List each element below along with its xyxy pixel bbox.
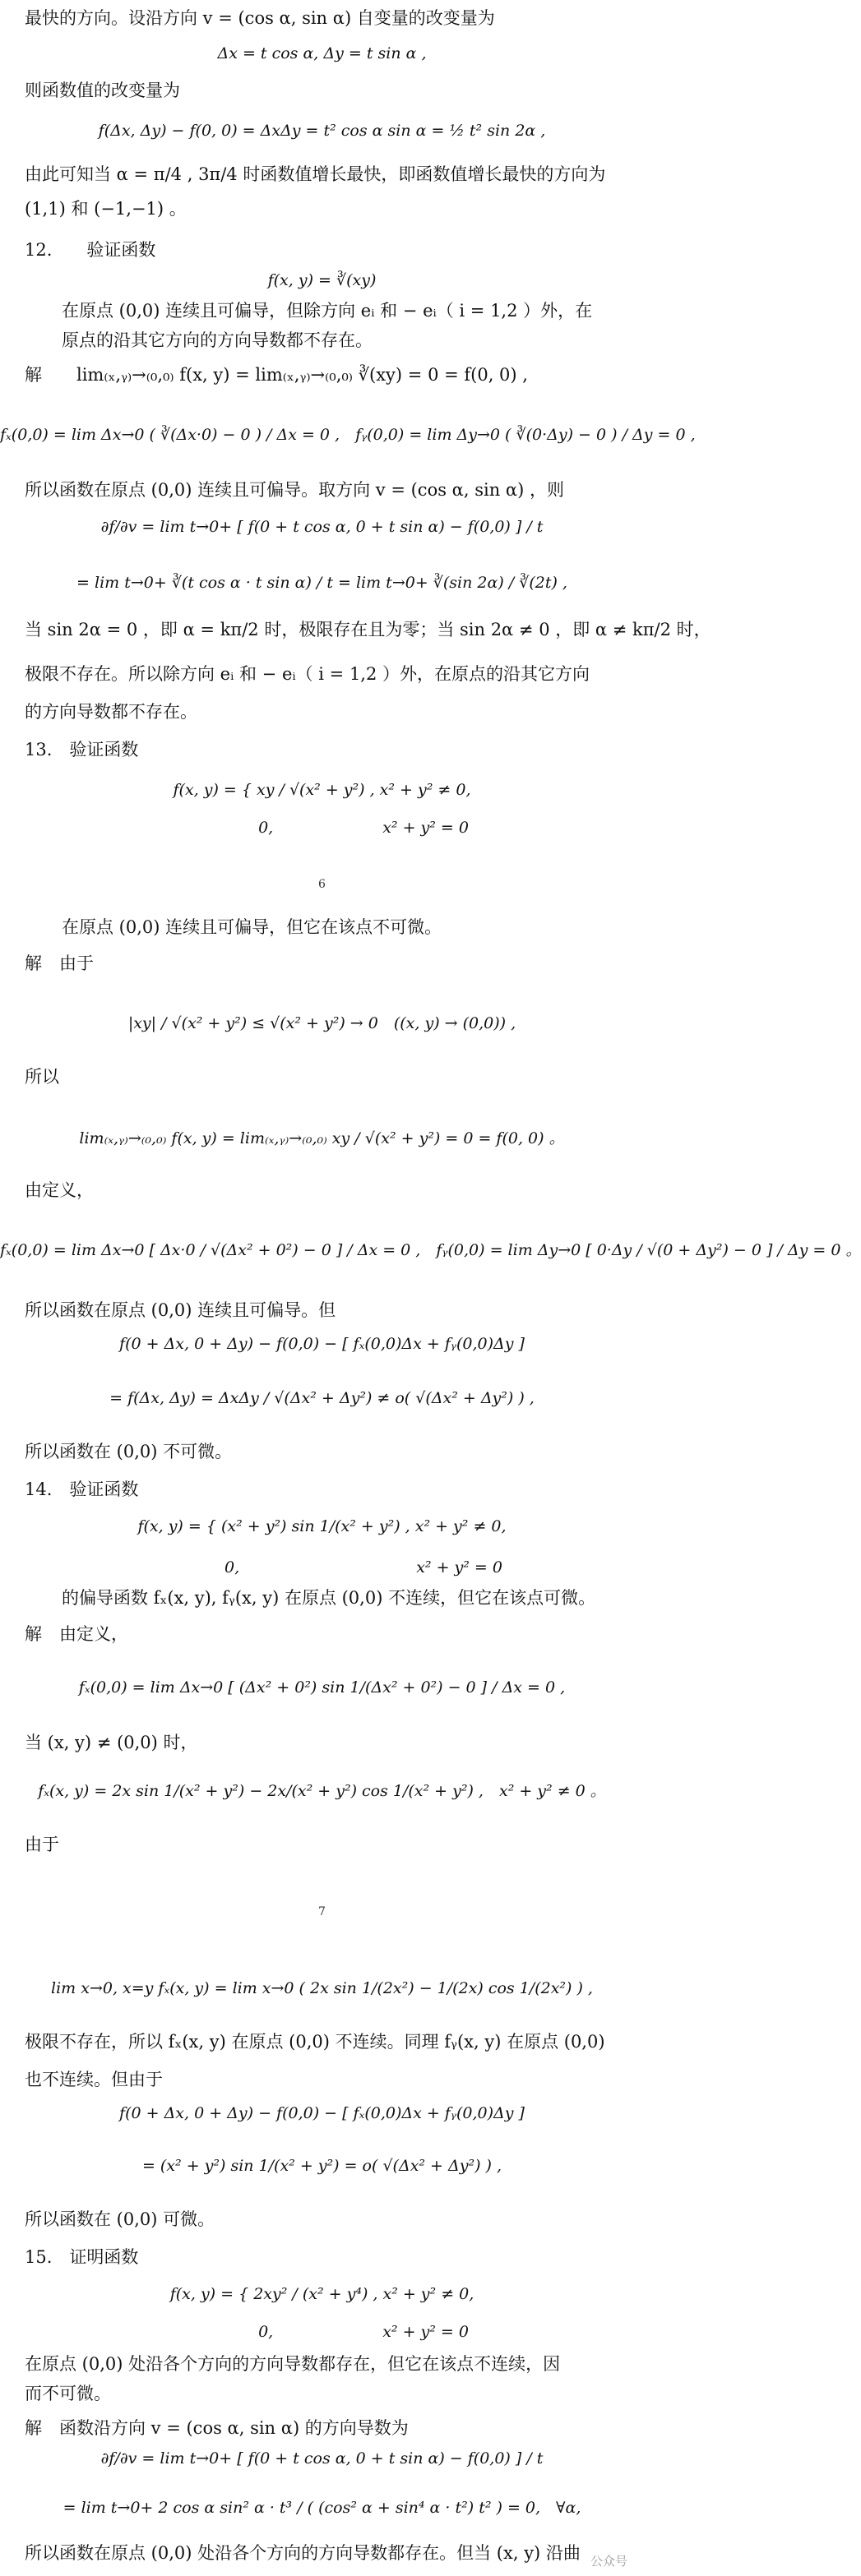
formula-line: fₓ(0,0) = lim Δx→0 [ Δx·0 / √(Δx² + 0²) − 0 ] / Δx = 0 , fᵧ(0,0) = lim Δy→0 [ 0·Δy / √(0 + Δy²) − 0 ] / Δy = 0 。 [0,1241,861,1259]
formula-line: lim₍ₓ,ᵧ₎→₍₀,₀₎ f(x, y) = lim₍ₓ,ᵧ₎→₍₀,₀₎ xy / √(x² + y²) = 0 = f(0, 0) 。 [79,1129,565,1147]
formula-line: f(x, y) = { 2xy² / (x² + y⁴) , x² + y² ≠ 0, [169,2285,474,2303]
text-line: 所以函数在原点 (0,0) 连续且可偏导。取方向 v = (cos α, sin α) ，则 [25,480,564,500]
text-line: 最快的方向。设沿方向 v = (cos α, sin α) 自变量的改变量为 [25,8,495,28]
text-line: 所以函数在 (0,0) 可微。 [25,2209,215,2229]
formula-line: 0, x² + y² = 0 [141,1558,502,1577]
formula-line: ∂f/∂v = lim t→0+ [ f(0 + t cos α, 0 + t sin α) − f(0,0) ] / t [100,518,544,536]
formula-line: 0, x² + y² = 0 [175,819,469,837]
page-number: 6 [318,878,326,891]
formula-line: f(0 + Δx, 0 + Δy) − f(0,0) − [ fₓ(0,0)Δx + fᵧ(0,0)Δy ] [119,2104,525,2122]
formula-line: 0, x² + y² = 0 [175,2323,469,2341]
text-line: 所以函数在原点 (0,0) 处沿各个方向的方向导数都存在。但当 (x, y) 沿曲 [25,2543,581,2563]
text-line: 所以 [25,1067,59,1087]
text-line: 的偏导函数 fₓ(x, y), fᵧ(x, y) 在原点 (0,0) 不连续，但它在该点可微。 [62,1588,596,1608]
formula-line: f(Δx, Δy) − f(0, 0) = ΔxΔy = t² cos α sin α = ½ t² sin 2α , [98,122,546,140]
formula-line: f(0 + Δx, 0 + Δy) − f(0,0) − [ fₓ(0,0)Δx + fᵧ(0,0)Δy ] [119,1335,525,1353]
text-line: 在原点 (0,0) 处沿各个方向的方向导数都存在，但它在该点不连续，因 [25,2354,561,2374]
text-line: 在原点 (0,0) 连续且可偏导，但除方向 eᵢ 和 − eᵢ（ i = 1,2 ）外，在 [62,301,593,321]
text-line: 14. 验证函数 [25,1480,139,1499]
formula-line: |xy| / √(x² + y²) ≤ √(x² + y²) → 0 ((x, y) → (0,0)) , [127,1014,516,1032]
text-line: 15. 证明函数 [25,2247,139,2267]
text-line: 由定义， [25,1180,94,1200]
formula-line: fₓ(0,0) = lim Δx→0 ( ∛(Δx·0) − 0 ) / Δx = 0 , fᵧ(0,0) = lim Δy→0 ( ∛(0·Δy) − 0 ) / Δy = 0 , [0,426,696,444]
formula-line: ∂f/∂v = lim t→0+ [ f(0 + t cos α, 0 + t sin α) − f(0,0) ] / t [100,2449,544,2468]
formula-line: f(x, y) = { (x² + y²) sin 1/(x² + y²) , x² + y² ≠ 0, [137,1517,507,1535]
formula-line: fₓ(x, y) = 2x sin 1/(x² + y²) − 2x/(x² + y²) cos 1/(x² + y²) , x² + y² ≠ 0 。 [38,1782,606,1800]
text-line: 解 函数沿方向 v = (cos α, sin α) 的方向导数为 [25,2418,409,2438]
text-line: 的方向导数都不存在。 [25,702,197,722]
text-line: 解 lim₍ₓ,ᵧ₎→₍₀,₀₎ f(x, y) = lim₍ₓ,ᵧ₎→₍₀,₀₎ ∛(xy) = 0 = f(0, 0) , [25,365,528,385]
text-line: 解 由于 [25,953,94,973]
text-line: 极限不存在。所以除方向 eᵢ 和 − eᵢ（ i = 1,2 ）外，在原点的沿其它方向 [25,664,590,684]
text-line: 则函数值的改变量为 [25,81,180,100]
formula-line: Δx = t cos α, Δy = t sin α , [217,44,427,62]
formula-line: = (x² + y²) sin 1/(x² + y²) = o( √(Δx² + Δy²) ) , [141,2157,502,2175]
text-line: 13. 验证函数 [25,740,139,759]
text-line: 而不可微。 [25,2384,111,2403]
text-line: 当 sin 2α = 0 ，即 α = kπ/2 时，极限存在且为零；当 sin 2α ≠ 0 ，即 α ≠ kπ/2 时， [25,620,711,639]
text-line: 极限不存在，所以 fₓ(x, y) 在原点 (0,0) 不连续。同理 fᵧ(x, y) 在原点 (0,0) [25,2032,605,2052]
text-line: 所以函数在 (0,0) 不可微。 [25,1442,233,1461]
text-line: 由此可知当 α = π/4 , 3π/4 时函数值增长最快，即函数值增长最快的方向为 [25,164,606,184]
text-line: 所以函数在原点 (0,0) 连续且可偏导。但 [25,1300,336,1320]
text-line: 12. 验证函数 [25,240,156,260]
text-line: 当 (x, y) ≠ (0,0) 时， [25,1733,198,1752]
page-number: 7 [318,1905,326,1918]
text-line: 由于 [25,1835,59,1854]
text-line: 解 由定义， [25,1624,128,1644]
watermark: 公众号 [590,2554,627,2569]
formula-line: fₓ(0,0) = lim Δx→0 [ (Δx² + 0²) sin 1/(Δx² + 0²) − 0 ] / Δx = 0 , [78,1678,566,1697]
formula-line: f(x, y) = ∛(xy) [267,271,377,289]
text-line: 也不连续。但由于 [25,2070,163,2089]
formula-line: = lim t→0+ 2 cos α sin² α · t³ / ( (cos² α + sin⁴ α · t²) t² ) = 0, ∀α, [62,2499,581,2517]
formula-line: = f(Δx, Δy) = ΔxΔy / √(Δx² + Δy²) ≠ o( √(Δx² + Δy²) ) , [109,1389,535,1407]
text-line: 原点的沿其它方向的方向导数都不存在。 [62,330,373,350]
formula-line: = lim t→0+ ∛(t cos α · t sin α) / t = lim t→0+ ∛(sin 2α) / ∛(2t) , [76,574,567,592]
formula-line: lim x→0, x=y fₓ(x, y) = lim x→0 ( 2x sin 1/(2x²) − 1/(2x) cos 1/(2x²) ) , [51,1979,593,1997]
formula-line: f(x, y) = { xy / √(x² + y²) , x² + y² ≠ 0, [173,781,471,799]
text-line: 在原点 (0,0) 连续且可偏导，但它在该点不可微。 [62,917,442,937]
text-line: (1,1) 和 (−1,−1) 。 [25,199,187,219]
